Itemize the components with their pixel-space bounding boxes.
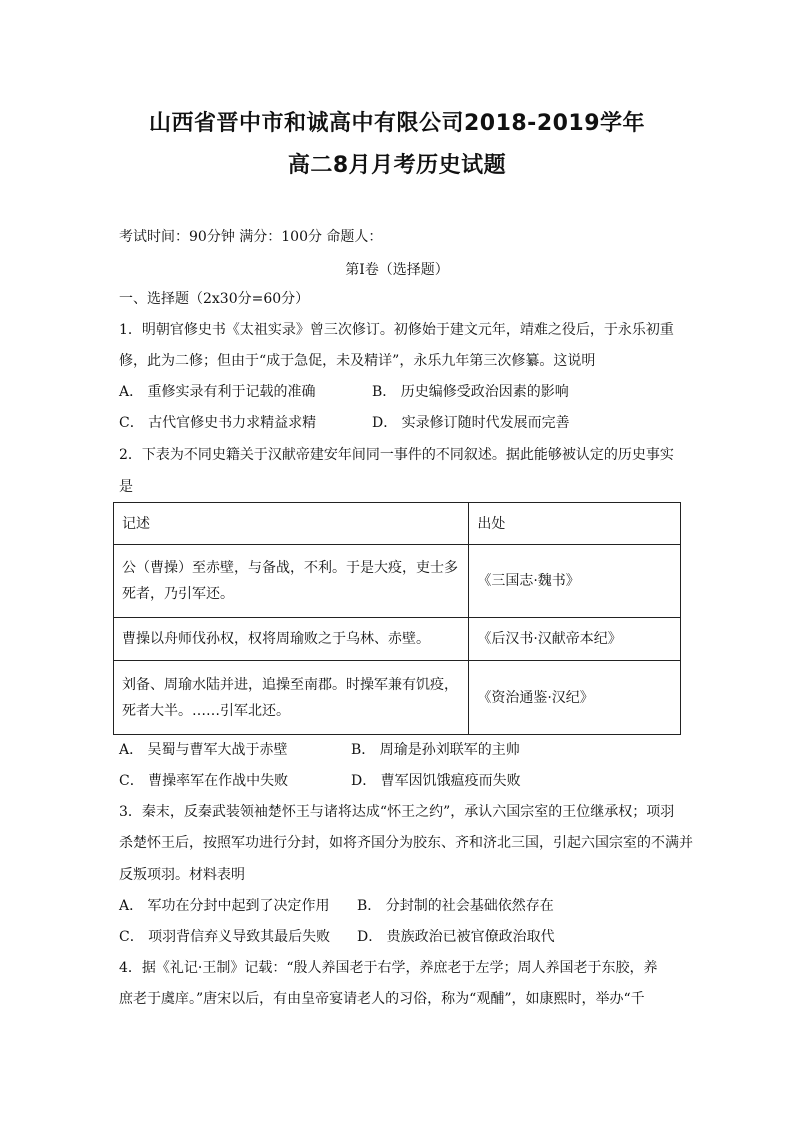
q3-stem-line2: 杀楚怀王后，按照军功进行分封，如将齐国分为胶东、齐和济北三国，引起六国宗室的不满并 — [119, 835, 693, 851]
q3-option-b: B． 分封制的社会基础依然存在 — [357, 898, 554, 914]
q3-stem-line3: 反叛项羽。材料表明 — [119, 867, 245, 883]
table-row — [114, 545, 681, 618]
table-cell-source: 《后汉书·汉献帝本纪》 — [469, 618, 681, 661]
q1-stem-line1: 1．明朝官修史书《太祖实录》曾三次修订。初修始于建文元年，靖难之役后，于永乐初重 — [119, 322, 674, 338]
section-title: 第Ⅰ卷（选择题） — [345, 262, 449, 278]
table-cell-account — [114, 618, 469, 661]
document-title-line1: 山西省晋中市和诚高中有限公司2018-2019学年 — [148, 111, 646, 136]
table-cell-source: 《资治通鉴·汉纪》 — [469, 661, 681, 735]
cell-text-line: 曹操以舟师伐孙权，权将周瑜败之于乌林、赤壁。 — [122, 631, 430, 647]
table-cell-account — [114, 545, 469, 618]
q1-option-b: B． 历史编修受政治因素的影响 — [372, 384, 569, 400]
table-cell-source: 《三国志·魏书》 — [469, 545, 681, 618]
q2-option-b: B． 周瑜是孙刘联军的主帅 — [351, 742, 520, 758]
table-header-source: 出处 — [469, 503, 681, 545]
q2-stem-line2: 是 — [119, 479, 133, 495]
q4-stem-line2: 庶老于虞庠。”唐宋以后，有由皇帝宴请老人的习俗，称为“观酺”，如康熙时，举办“千 — [119, 991, 645, 1007]
q2-option-a: A． 吴蜀与曹军大战于赤壁 — [119, 742, 288, 758]
part-heading: 一、选择题（2x30分=60分） — [119, 291, 310, 307]
document-title-line2: 高二8月月考历史试题 — [287, 153, 507, 178]
exam-info: 考试时间：90分钟 满分：100分 命题人： — [119, 229, 383, 245]
q3-option-d: D． 贵族政治已被官僚政治取代 — [357, 929, 555, 945]
q2-option-c: C． 曹操率军在作战中失败 — [119, 773, 289, 789]
table-header-row — [114, 503, 681, 545]
q4-stem-line1: 4．据《礼记·王制》记载：“殷人养国老于右学，养庶老于左学；周人养国老于东胶，养 — [119, 960, 658, 976]
q1-option-c: C． 古代官修史书力求精益求精 — [119, 415, 317, 431]
q1-option-d: D． 实录修订随时代发展而完善 — [372, 415, 570, 431]
cell-text-line: 死者大半。……引军北还。 — [122, 702, 290, 719]
q2-option-d: D． 曹军因饥饿瘟疫而失败 — [351, 773, 521, 789]
q3-option-c: C． 项羽背信弃义导致其最后失败 — [119, 929, 331, 945]
source-comparison-table — [113, 502, 681, 735]
q1-option-a: A． 重修实录有利于记载的准确 — [119, 384, 316, 400]
table-row — [114, 661, 681, 735]
q2-stem-line1: 2．下表为不同史籍关于汉献帝建安年间同一事件的不同叙述。据此能够被认定的历史事实 — [119, 447, 674, 463]
q3-stem-line1: 3．秦末，反秦武装领袖楚怀王与诸将达成“怀王之约”，承认六国宗室的王位继承权；项羽 — [119, 804, 675, 820]
q3-option-a: A． 军功在分封中起到了决定作用 — [119, 898, 330, 914]
cell-text-line: 刘备、周瑜水陆并进，追操至南郡。时操军兼有饥疫， — [122, 676, 458, 693]
table-cell-account — [114, 661, 469, 735]
table-header-account: 记述 — [114, 503, 469, 545]
q1-stem-line2: 修，此为二修；但由于“成于急促，未及精详”，永乐九年第三次修纂。这说明 — [119, 353, 596, 369]
cell-text-line: 公（曹操）至赤壁，与备战，不利。于是大疫，吏士多 — [122, 560, 458, 576]
table-row — [114, 618, 681, 661]
cell-text-line: 死者，乃引军还。 — [122, 586, 234, 602]
